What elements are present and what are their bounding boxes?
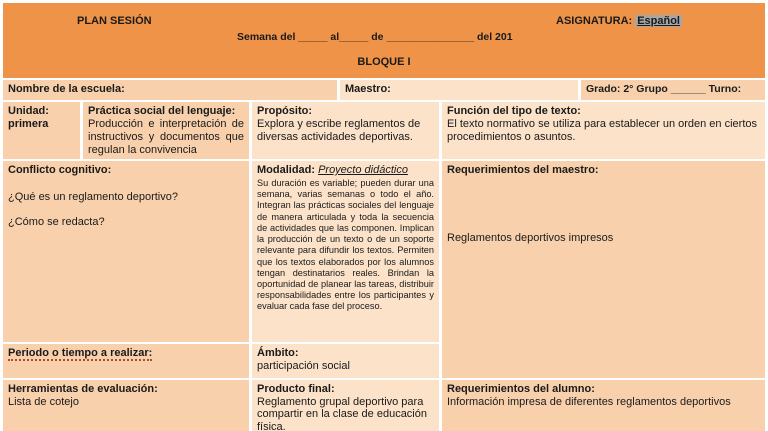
social-practice-label: Práctica social del lenguaje: — [88, 105, 236, 117]
scope-cell — [252, 344, 439, 378]
student-requirements-cell — [442, 380, 765, 431]
teacher-requirements-label: Requerimientos del maestro: — [447, 164, 599, 176]
unit-label: Unidad: — [8, 105, 49, 117]
grade-group-shift-cell[interactable] — [581, 80, 765, 100]
teacher-requirements-cell — [442, 161, 765, 378]
cognitive-conflict-cell — [3, 161, 249, 342]
purpose-value: Explora y escribe reglamentos de diversas actividades deportivas. — [257, 117, 421, 143]
plan-title: PLAN SESIÓN — [77, 15, 152, 27]
scope-value: participación social — [257, 359, 350, 372]
student-requirements-label: Requerimientos del alumno: — [447, 383, 595, 395]
scope-label: Ámbito: — [257, 347, 299, 359]
modality-line — [257, 164, 434, 177]
final-product-cell — [252, 380, 439, 431]
cognitive-conflict-question-2: ¿Cómo se redacta? — [8, 215, 105, 228]
school-name-cell[interactable] — [3, 80, 337, 100]
social-practice-value: Producción e interpretación de instructivos y documentos que regulan la convivencia — [88, 117, 244, 156]
cognitive-conflict-question-1: ¿Qué es un reglamento deportivo? — [8, 190, 178, 203]
final-product-label: Producto final: — [257, 383, 335, 395]
modality-label: Modalidad: — [257, 164, 316, 176]
asignatura-label: ASIGNATURA: — [556, 15, 633, 27]
teacher-label: Maestro: — [345, 83, 391, 95]
asignatura-value-field[interactable]: Español — [637, 15, 680, 27]
final-product-value: Reglamento grupal deportivo para compartir en la clase de educación física. — [257, 395, 427, 431]
asignatura-line — [556, 15, 682, 28]
text-type-function-value: El texto normativo se utiliza para establecer un orden en ciertos procedimientos o asuntos. — [447, 117, 757, 143]
student-requirements-value: Información impresa de diferentes reglamentos deportivos — [447, 395, 731, 408]
purpose-label: Propósito: — [257, 105, 312, 117]
modality-value: Proyecto didáctico — [318, 164, 408, 176]
school-name-label: Nombre de la escuela: — [8, 83, 125, 95]
grade-group-shift-label: Grado: 2° Grupo ______ Turno: — [586, 83, 742, 95]
social-practice-cell — [83, 102, 249, 159]
text-type-function-cell — [442, 102, 765, 159]
evaluation-tools-value: Lista de cotejo — [8, 395, 79, 408]
unit-value: primera — [8, 117, 49, 130]
modality-description: Su duración es variable; pueden durar una semana, varias semanas o todo el año. Integran las prácticas sociales del lenguaje de manera articulada y toda la secuencia de actividades que las componen. Implican la producción de un texto o de un soporte relevante para difundir los textos. Permiten que los textos elaborados por los alumnos tengan destinatarios reales. Brindan la oportunidad de planear las tareas, distribuir responsabilidades entre los participantes y evaluar cada fase del proceso. — [257, 177, 434, 312]
semana-blank-line: Semana del _____ al_____ de _______________ del 201 — [237, 31, 513, 43]
period-cell[interactable] — [3, 344, 249, 378]
bloque-title: BLOQUE I — [357, 56, 411, 68]
teacher-requirements-value: Reglamentos deportivos impresos — [447, 231, 614, 244]
header-cell — [3, 3, 765, 78]
evaluation-tools-cell — [3, 380, 249, 431]
cognitive-conflict-label: Conflicto cognitivo: — [8, 164, 112, 176]
modality-cell — [252, 161, 439, 342]
period-label: Periodo o tiempo a realizar: — [8, 347, 153, 359]
unit-cell — [3, 102, 80, 159]
purpose-cell — [252, 102, 439, 159]
evaluation-tools-label: Herramientas de evaluación: — [8, 383, 158, 395]
text-type-function-label: Función del tipo de texto: — [447, 105, 581, 117]
teacher-cell[interactable] — [340, 80, 578, 100]
